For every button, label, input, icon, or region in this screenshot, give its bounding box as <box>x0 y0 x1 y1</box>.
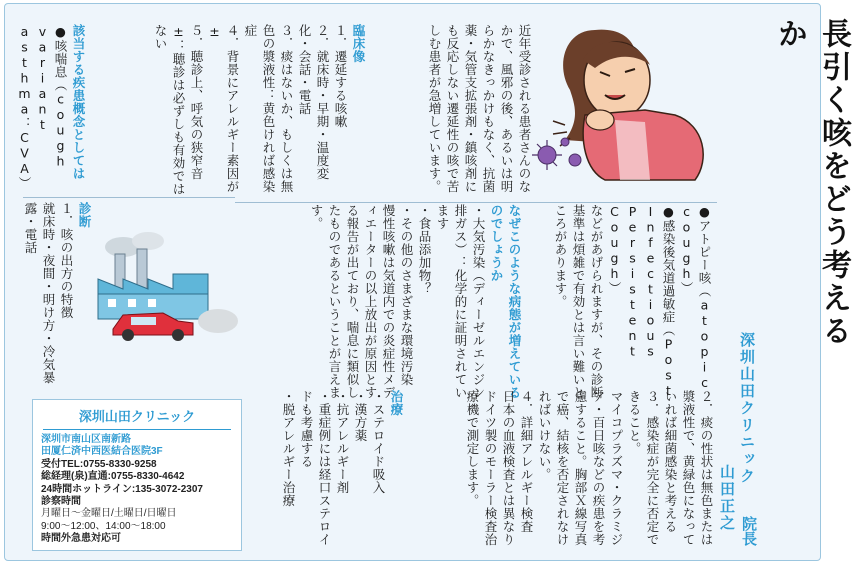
why-section <box>233 204 523 400</box>
treatment-heading: 治療 <box>389 390 404 416</box>
clinical-cont-item: ２．痰の性状は無色または漿液性で、黄緑色になっていれば細菌感染と考える <box>663 390 714 546</box>
clinical-cont-item: マイコプラズマ・クラミジア・百日咳などの疾患を考慮すること。胸部Ｘ線写真で癌、結核を否定されなければいけない。 <box>537 390 624 546</box>
treatment-item: ・脱アレルギー治療 <box>281 390 296 507</box>
clinic-address-line: 深圳市南山区南新路 <box>41 434 131 445</box>
clinic-name: 深圳山田クリニック <box>43 406 231 430</box>
divider-left <box>23 197 235 198</box>
clinical-cont-item: ４．詳細アレルギー検査 <box>519 390 534 533</box>
article-page <box>4 3 851 561</box>
why-item: ・大気汚染（ディーゼルエンジン排ガス）：化学的に証明されています <box>435 204 486 399</box>
diagnosis-heading: 診断 <box>77 202 92 228</box>
author-name: 山田正之 <box>718 464 736 532</box>
diagnosis-item: １．咳の出方の特徴 <box>59 202 74 319</box>
factory-pollution-illustration <box>93 229 243 339</box>
intro-paragraph: 近年受診される患者さんのなかで、風邪の後、あるいは明らかなきっかけもなく、抗菌薬・気管支拡張剤・鎮咳剤にも反応しない遷延性の咳で苦しむ患者が急増しています。 <box>427 24 532 193</box>
clinic-details <box>33 430 241 550</box>
clinical-continued <box>423 390 715 556</box>
clinic-address-line: 田厦仁済中西医結合医院3F <box>41 446 163 458</box>
diagnosis-item: 就床時・夜間・明け方・冷気暴露・電話 <box>23 202 56 384</box>
concept-item: ●アトピー咳（atopic cough） <box>679 204 712 391</box>
clinical-item: ４．背景にアレルギー素因が± <box>207 24 240 193</box>
coughing-woman-illustration <box>525 10 740 180</box>
clinical-item: ５．聴診上、呼気の狭窄音±：聴診は必ずしも有効ではない <box>153 24 204 196</box>
clinical-item: ３．痰はないか、もしくは無色の漿液性：黄色ければ感染症 <box>243 24 294 193</box>
why-text: 慢性咳嗽は気道内での炎症性メディエーターの以上放出が原因とする報告が出ており、喘息に類似したものであるということが言えます。 <box>309 204 396 399</box>
clinic-days: 月曜日〜金曜日/土曜日/日曜日 <box>41 508 177 520</box>
author-role: 院長 <box>740 516 758 546</box>
clinic-hotline: 24時間ホットライン:135-3072-2307 <box>41 483 203 495</box>
concepts-text: などがあげられますが、その診断基準は煩雑で有効とは言い難いところがあります。 <box>553 204 604 399</box>
concepts-section <box>17 24 87 194</box>
diagnosis-section <box>23 202 93 392</box>
clinic-direct-line: 総経理(泉)直通:0755-8330-4642 <box>41 471 185 483</box>
clinic-emergency: 時間外急患対応可 <box>41 533 121 545</box>
article-title: 長引く咳をどう考えるか <box>772 18 851 348</box>
clinic-hours-label: 診察時間 <box>41 496 81 508</box>
clinical-section <box>153 24 367 200</box>
clinic-tel: 受付TEL:0755-8330-9258 <box>41 458 157 470</box>
author-clinic: 深圳山田クリニック <box>738 332 756 485</box>
treatment-item: ・抗アレルギー剤 <box>335 390 350 494</box>
why-heading: なぜこのような病態が増えているのでしょうか <box>489 204 522 399</box>
divider-top <box>235 202 717 203</box>
clinical-cont-item: ３．感染症が完全に否定できること。 <box>627 390 660 546</box>
clinic-hours: 9:00〜12:00、14:00〜18:00 <box>41 520 166 532</box>
treatment-item: ・ステロイド吸入 <box>371 390 386 494</box>
concepts-heading: 該当する疾患概念としては <box>71 24 86 180</box>
why-item: ・その他のさまざまな環境汚染 <box>399 204 414 386</box>
treatment-section <box>255 390 405 556</box>
treatment-item: ・漢方薬 <box>353 390 368 442</box>
concepts-continued <box>533 204 713 400</box>
clinical-item: １．遷延する咳嗽 <box>333 24 348 128</box>
why-item: ・食品添加物？ <box>417 204 432 295</box>
treatment-item: ・重症例には経口ステロイドも考慮する <box>299 390 332 546</box>
clinical-heading: 臨床像 <box>351 24 366 63</box>
clinical-cont-item: 日本の血液検査とは異なりドイツ製のモーラー検査治療機で測定します。 <box>465 390 516 546</box>
clinic-info-box <box>32 399 242 551</box>
concept-item: ●感染後気道過敏症（Post Infectious Persistent Cough） <box>607 204 676 399</box>
clinical-item: ２．就床時・早期・温度変化・会話・電話 <box>297 24 330 180</box>
concept-item: ●咳喘息（cough variant asthma：CVA） <box>17 24 68 190</box>
